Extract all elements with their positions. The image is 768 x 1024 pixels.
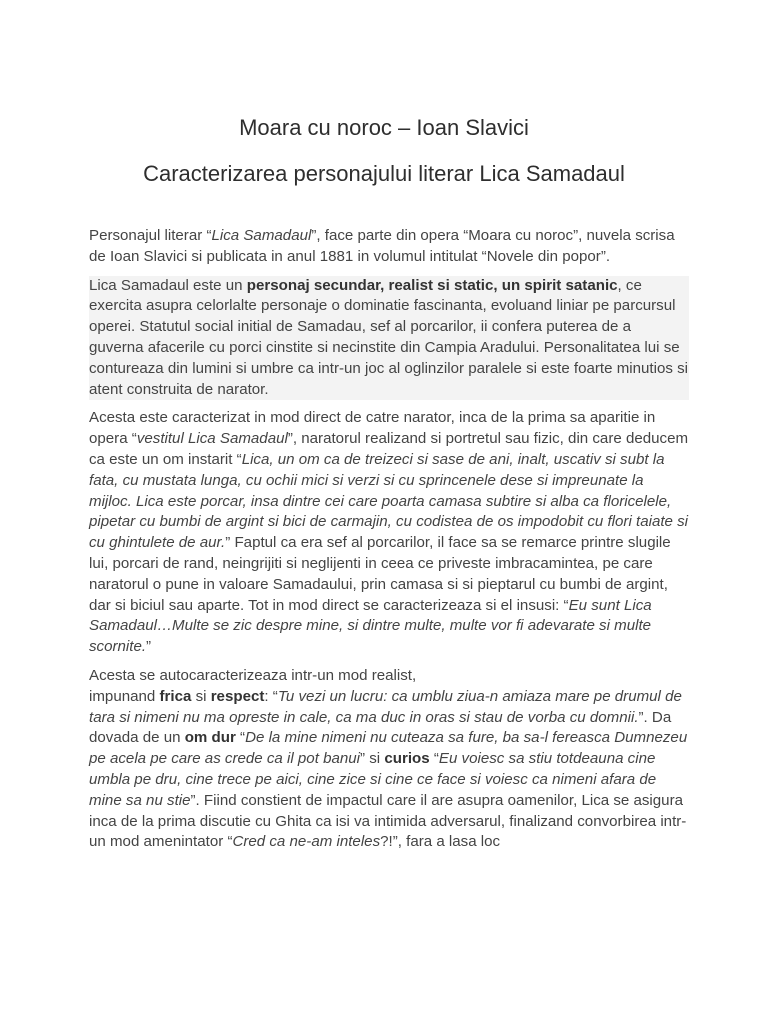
document-body: [89, 226, 689, 861]
document-title: Moara cu noroc – Ioan Slavici: [239, 115, 529, 140]
italic-run: Tu vezi un lucru: ca umblu ziua-n amiaza mare pe drumul de tara si nimeni nu ma opreste in cale, ca ma duc in oras si stau de vorba cu domnii.: [89, 687, 682, 726]
italic-run: vestitul Lica Samadaul: [136, 430, 288, 448]
text-run: ?!: [380, 833, 393, 851]
text-run: ”, naratorul realizand si portretul sau fizic, din care deducem ca este un om instarit “: [89, 430, 689, 468]
bold-run: frica: [159, 687, 192, 705]
bold-run: curios: [384, 750, 430, 768]
document-subtitle: Caracterizarea personajului literar Lica Samadaul: [143, 161, 625, 186]
text-run: “: [429, 750, 439, 768]
text-run: : “: [264, 687, 278, 705]
bold-run: personaj secundar, realist si static, un spirit satanic: [246, 276, 618, 294]
text-run: ”, face parte din opera “Moara cu noroc”, nuvela scrisa de Ioan Slavici si publicata in anul 1881 in volumul intitulat “Novele din popor”.: [89, 227, 675, 265]
paragraph-2: [89, 276, 689, 401]
text-run: Acesta se autocaracterizeaza intr-un mod realist,: [89, 666, 417, 684]
paragraph-1: [89, 226, 689, 268]
bold-run: respect: [210, 687, 265, 705]
italic-run: Eu voiesc sa stiu totdeauna cine umbla pe dru, cine trece pe aici, cine zice si cine ce face si voiesc ca nimeni afara de mine sa nu stie: [89, 750, 657, 809]
text-run: ”. Fiind constient de impactul care il are asupra oamenilor, Lica se asigura inca de la prima discutie cu Ghita ca isi va intimida adversarul, finalizand convorbirea intr-un mod amenintator “: [89, 791, 687, 851]
text-run: si: [191, 687, 211, 705]
text-run: “: [235, 729, 246, 747]
bold-run: om dur: [184, 729, 236, 747]
italic-run: Cred ca ne-am inteles: [232, 833, 381, 851]
text-run: ” si: [360, 750, 385, 768]
text-run: Acesta este caracterizat in mod direct de catre narator, inca de la prima sa aparitie in opera “: [89, 409, 656, 448]
text-run: Personajul literar “: [89, 227, 212, 244]
text-run: , ce exercita asupra celorlalte personaje o dominatie fascinanta, evoluand liniar pe parcursul operei. Statutul social initial de Samadau, sef al porcarilor, ii confera puterea de a guverna afacerile cu porci cinstite si necinstite din Campia Aradului. Personalitatea lui se contureaza din lumini si umbre ca intr-un joc al oglinzilor paralele si este foarte minutios si atent construita de narator.: [89, 276, 688, 398]
text-run: ”. Da dovada de un: [89, 708, 672, 747]
text-run: ”, fara a lasa loc: [392, 833, 501, 851]
text-run: impunand: [89, 687, 160, 705]
italic-run: Lica, un om ca de treizeci si sase de ani, inalt, uscativ si subt la fata, cu mustata lunga, cu ochii mici si verzi si cu sprincenele dese si impreunate la mijloc. Lica este porcar, insa dintre cei care poarta camasa subtire si alba ca floricelele, pipetar cu bumbi de argint si bici de carmajin, cu codistea de os impodobit cu flori taiate si cu ghintulete de aur.: [89, 450, 689, 552]
text-run: ”: [146, 638, 152, 656]
paragraph-4: [89, 666, 689, 853]
paragraph-3: [89, 408, 689, 658]
text-run: ” Faptul ca era sef al porcarilor, il face sa se remarce printre slugile lui, porcari de rand, neingrijiti si neglijenti in ceea ce priveste imbracamintea, pe care naratorul o pune in valoare Samadaului, prin camasa si si pieptarul cu bumbi de argint, dar si biciul sau aparte. Tot in mod direct se caracterizeaza si el insusi: “: [89, 534, 671, 614]
italic-run: De la mine nimeni nu cuteaza sa fure, ba sa-l fereasca Dumnezeu pe acela pe care as crede ca il pot banui: [89, 729, 688, 768]
italic-run: Lica Samadaul: [211, 227, 312, 244]
text-run: Lica Samadaul este un: [89, 276, 247, 294]
italic-run: Eu sunt Lica Samadaul…Multe se zic despre mine, si dintre multe, multe vor fi adevarate si multe scornite.: [89, 596, 652, 656]
